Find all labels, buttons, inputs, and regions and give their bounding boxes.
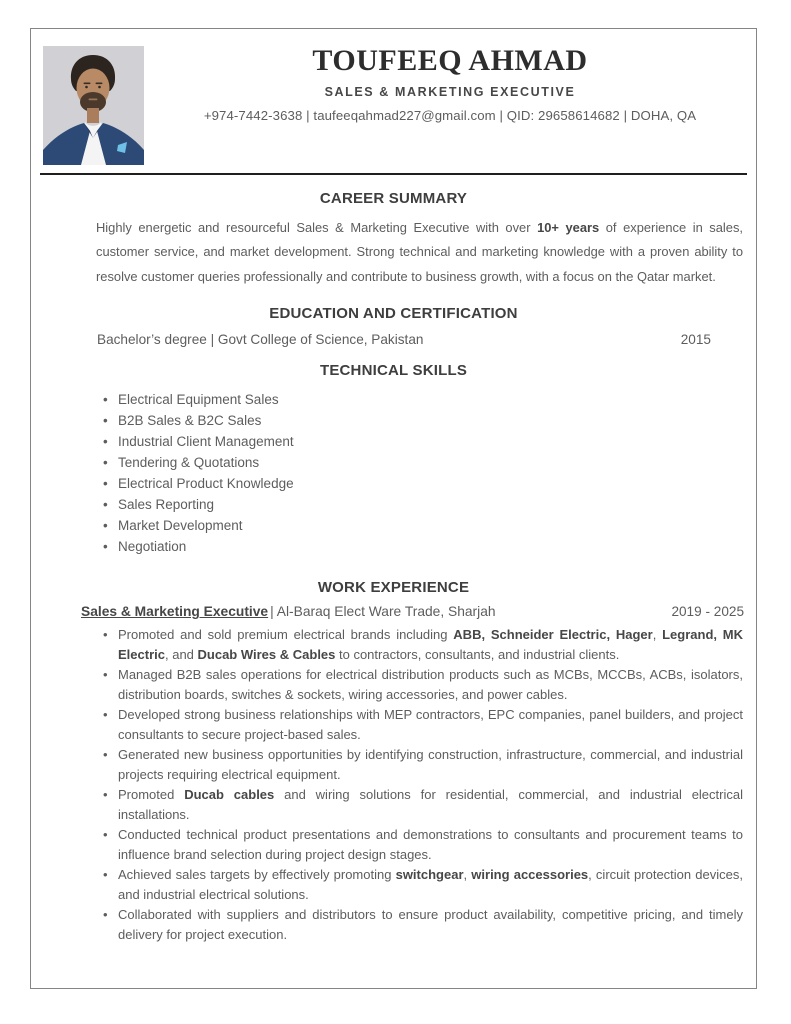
header-divider (40, 173, 747, 175)
resume-header (31, 29, 756, 173)
skill-item: • Market Development (101, 515, 756, 536)
skill-item: • Tendering & Quotations (101, 452, 756, 473)
job-dates: 2019 - 2025 (671, 604, 744, 620)
candidate-name: TOUFEEQ AHMAD (312, 44, 588, 77)
experience-bullet: • Promoted and sold premium electrical brands including ABB, Schneider Electric, Hager, Legrand, MK Electric, and Ducab Wires & Cables to contractors, consultants, and industrial clients. (101, 625, 743, 665)
experience-bullet: • Collaborated with suppliers and distributors to ensure product availability, competitive pricing, and timely delivery for project execution. (101, 905, 743, 945)
header-text-block (144, 29, 756, 123)
experience-bullet: • Generated new business opportunities by identifying construction, infrastructure, commercial, and industrial projects requiring electrical equipment. (101, 745, 743, 785)
job-company: | Al-Baraq Elect Ware Trade, Sharjah (270, 604, 496, 620)
education-entry (97, 332, 711, 347)
contact-line: +974-7442-3638 | taufeeqahmad227@gmail.com | QID: 29658614682 | DOHA, QA (203, 108, 697, 123)
skill-item: • Electrical Equipment Sales (101, 389, 756, 410)
profile-photo-illustration (43, 46, 144, 165)
job-header (81, 604, 744, 619)
skill-item: • Sales Reporting (101, 494, 756, 515)
experience-bullet: • Managed B2B sales operations for electrical distribution products such as MCBs, MCCBs, ACBs, isolators, distribution boards, switches & sockets, wiring accessories, and power cables. (101, 665, 743, 705)
experience-bullet: • Developed strong business relationships with MEP contractors, EPC companies, panel builders, and project consultants to secure project-based sales. (101, 705, 743, 745)
education-year: 2015 (680, 332, 711, 348)
job-title: Sales & Marketing Executive (81, 604, 269, 620)
section-heading-career-summary: CAREER SUMMARY (319, 190, 468, 207)
career-summary-paragraph: Highly energetic and resourceful Sales & Marketing Executive with over 10+ years of experience in sales, customer service, and market development. Strong technical and marketing knowledge with a proven ability to resolve customer queries professionally and contribute to business growth, with a focus on the Qatar market. (96, 220, 743, 284)
experience-bullet: • Conducted technical product presentations and demonstrations to consultants and procurement teams to influence brand selection during project design stages. (101, 825, 743, 865)
skill-item: • Industrial Client Management (101, 431, 756, 452)
profile-photo (43, 46, 144, 165)
job-title-line (81, 604, 496, 619)
education-degree: Bachelor’s degree | Govt College of Science, Pakistan (97, 332, 424, 348)
experience-bullet-list (101, 625, 743, 945)
candidate-title: SALES & MARKETING EXECUTIVE (324, 85, 576, 99)
experience-bullet: • Promoted Ducab cables and wiring solutions for residential, commercial, and industrial electrical installations. (101, 785, 743, 825)
section-heading-technical-skills: TECHNICAL SKILLS (319, 362, 468, 380)
experience-bullet: • Achieved sales targets by effectively promoting switchgear, wiring accessories, circuit protection devices, and industrial electrical solutions. (101, 865, 743, 905)
resume-page (30, 28, 757, 989)
skill-item: • B2B Sales & B2C Sales (101, 410, 756, 431)
skill-item: • Electrical Product Knowledge (101, 473, 756, 494)
skills-list (101, 389, 756, 557)
skill-item: • Negotiation (101, 536, 756, 557)
section-heading-education: EDUCATION AND CERTIFICATION (269, 305, 518, 323)
section-heading-work-experience: WORK EXPERIENCE (317, 579, 470, 597)
